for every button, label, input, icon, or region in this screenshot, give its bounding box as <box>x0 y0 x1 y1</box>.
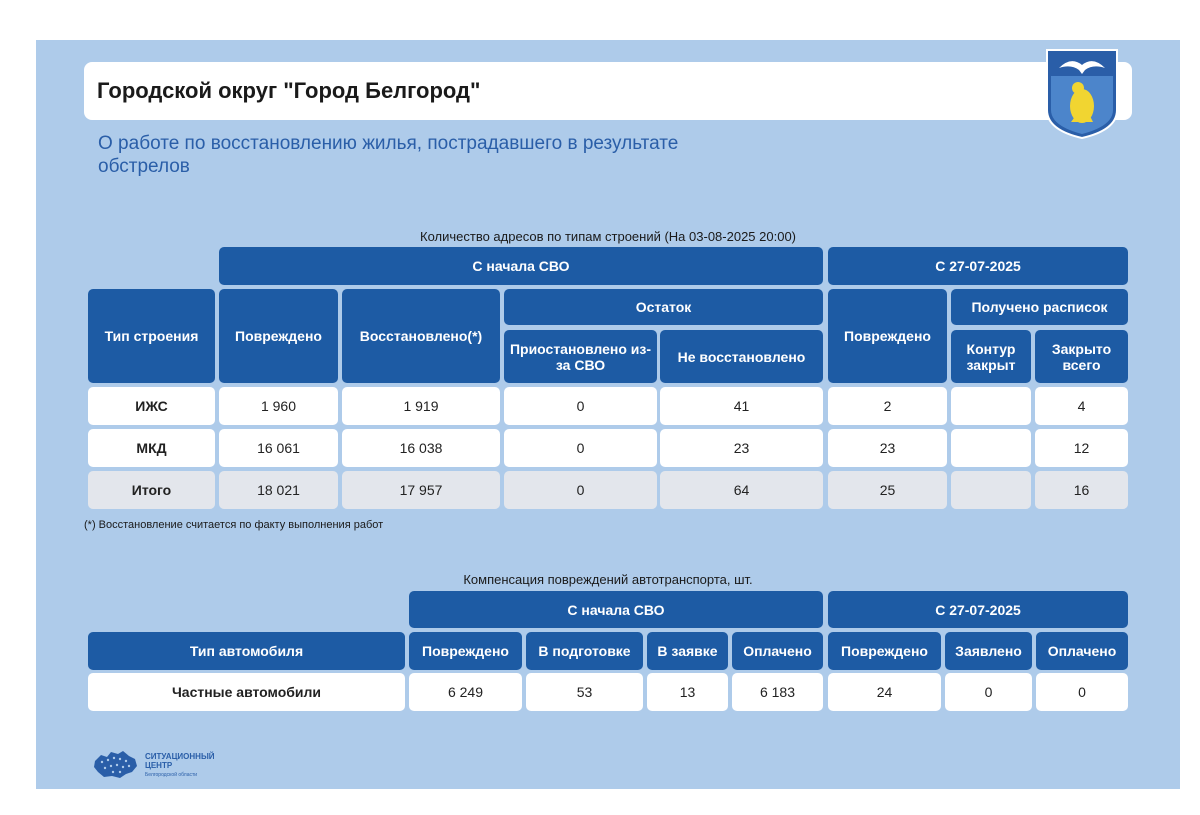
table-cell: 16 038 <box>342 429 500 467</box>
table-cell <box>951 429 1031 467</box>
table-cell: 2 <box>828 387 947 425</box>
table2-col-preparing: В подготовке <box>526 632 643 670</box>
table-row-type: МКД <box>88 429 215 467</box>
table1-col-not-restored: Не восстановлено <box>660 330 823 383</box>
table1-group-svo: С начала СВО <box>219 247 823 285</box>
table-cell: 6 183 <box>732 673 823 711</box>
table2-col-damaged: Повреждено <box>409 632 522 670</box>
footer-org-sub: Белгородской области <box>145 772 198 778</box>
table2-col-applied: В заявке <box>647 632 728 670</box>
table-row-type: Частные автомобили <box>88 673 405 711</box>
table-cell: 64 <box>660 471 823 509</box>
table-cell: 0 <box>504 387 657 425</box>
table1-col-suspended: Приостановлено из-за СВО <box>504 330 657 383</box>
table-cell <box>951 471 1031 509</box>
table1-col-contour: Контур закрыт <box>951 330 1031 383</box>
page-subtitle: О работе по восстановлению жилья, пострадавшего в результате обстрелов <box>98 133 679 177</box>
table-cell: 25 <box>828 471 947 509</box>
table2-col-declared: Заявлено <box>945 632 1032 670</box>
table-cell: 1 919 <box>342 387 500 425</box>
table1-col-damaged: Повреждено <box>219 289 338 383</box>
table-cell: 0 <box>504 429 657 467</box>
coat-of-arms-emblem <box>1045 48 1119 140</box>
footer-org-line2: ЦЕНТР <box>145 761 173 770</box>
table-cell: 23 <box>828 429 947 467</box>
table2-group-svo: С начала СВО <box>409 591 823 628</box>
footer-org-line1: СИТУАЦИОННЫЙ <box>145 752 215 761</box>
footnote: (*) Восстановление считается по факту выполнения работ <box>84 519 384 531</box>
table-cell: 4 <box>1035 387 1128 425</box>
table-cell: 0 <box>1036 673 1128 711</box>
table1-caption: Количество адресов по типам строений (На 03-08-2025 20:00) <box>420 229 796 244</box>
table2-col-paid-since: Оплачено <box>1036 632 1128 670</box>
table-cell: 13 <box>647 673 728 711</box>
situation-center-logo <box>92 747 140 781</box>
table-row-type: Итого <box>88 471 215 509</box>
table-cell: 18 021 <box>219 471 338 509</box>
table-cell: 16 061 <box>219 429 338 467</box>
table2-col-damaged-since: Повреждено <box>828 632 941 670</box>
table1-col-receipts: Получено расписок <box>951 289 1128 325</box>
table-cell: 23 <box>660 429 823 467</box>
table-cell: 6 249 <box>409 673 522 711</box>
table1-group-date: С 27-07-2025 <box>828 247 1128 285</box>
table1-col-type: Тип строения <box>88 289 215 383</box>
table-cell: 1 960 <box>219 387 338 425</box>
table-row-type: ИЖС <box>88 387 215 425</box>
table1-col-damaged-since: Повреждено <box>828 289 947 383</box>
table-cell: 12 <box>1035 429 1128 467</box>
page-title: Городской округ "Город Белгород" <box>97 78 481 103</box>
table2-group-date: С 27-07-2025 <box>828 591 1128 628</box>
table-cell: 17 957 <box>342 471 500 509</box>
table-cell: 16 <box>1035 471 1128 509</box>
table1-col-remainder: Остаток <box>504 289 823 325</box>
table-cell <box>951 387 1031 425</box>
table-cell: 24 <box>828 673 941 711</box>
footer-org-name <box>145 752 215 770</box>
table2-col-paid: Оплачено <box>732 632 823 670</box>
table-cell: 41 <box>660 387 823 425</box>
table-cell: 0 <box>945 673 1032 711</box>
table1-col-restored: Восстановлено(*) <box>342 289 500 383</box>
table1-col-closed-total: Закрыто всего <box>1035 330 1128 383</box>
table2-col-type: Тип автомобиля <box>88 632 405 670</box>
table2-caption: Компенсация повреждений автотранспорта, шт. <box>463 572 753 587</box>
table-cell: 53 <box>526 673 643 711</box>
table-cell: 0 <box>504 471 657 509</box>
